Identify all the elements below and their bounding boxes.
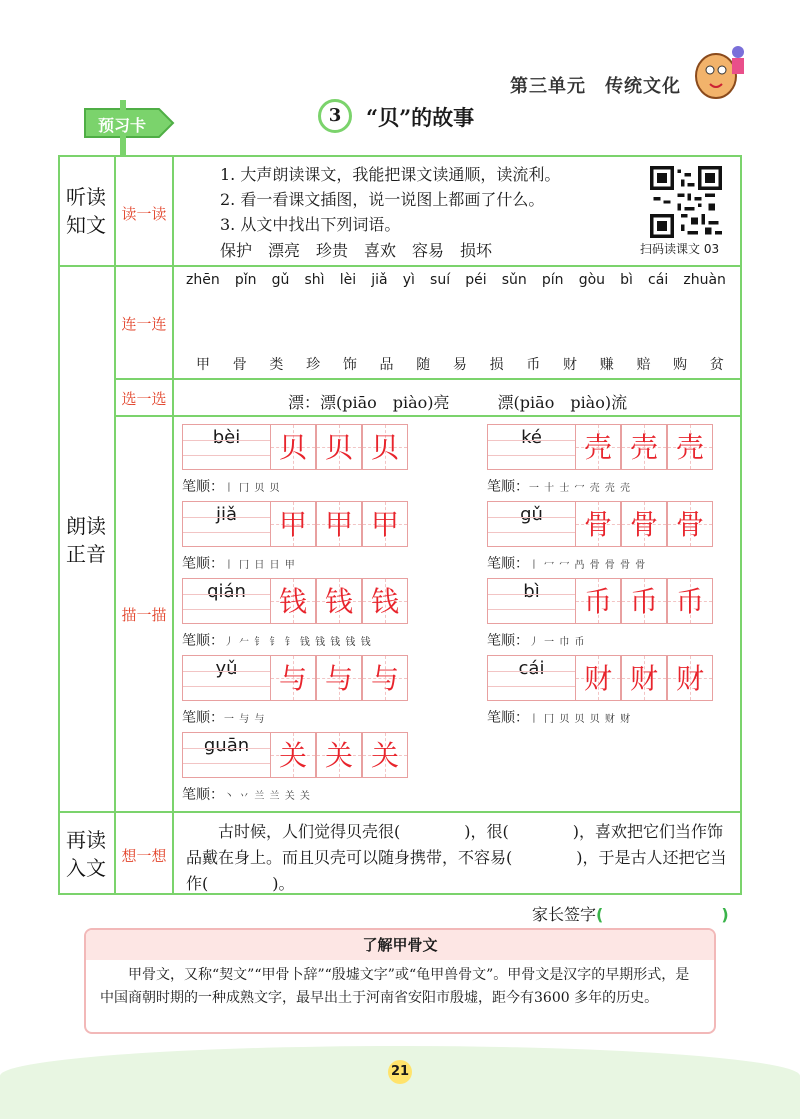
pinyin-item[interactable]: yì xyxy=(402,272,415,288)
section-label-reread: 再读入文 xyxy=(66,828,106,880)
lesson-title: “贝”的故事 xyxy=(366,105,475,130)
pinyin-item[interactable]: suí xyxy=(430,272,451,288)
pinyin-item[interactable]: bì xyxy=(620,272,633,288)
writing-box[interactable] xyxy=(487,424,713,470)
trace-char: 壳 xyxy=(675,431,704,464)
qr-code-icon[interactable] xyxy=(650,166,722,238)
stroke-order xyxy=(487,476,631,496)
fill-blank-paragraph[interactable]: 古时候，人们觉得贝壳很( )，很( )，喜欢把它们当作饰品戴在身上。而且贝壳可以随身携带，不容易( )，于是古人还把它当作( )。 xyxy=(186,822,727,893)
stroke-order-label: 笔顺： xyxy=(182,556,224,572)
trace-cell[interactable] xyxy=(316,501,362,547)
section-label-listen: 听读知文 xyxy=(66,185,106,237)
trace-cell[interactable] xyxy=(362,578,408,624)
info-title: 了解甲骨文 xyxy=(86,930,714,960)
stroke-order xyxy=(182,630,372,650)
trace-cell[interactable] xyxy=(575,424,621,470)
hanzi-row xyxy=(196,354,724,374)
hanzi-item[interactable]: 贫 xyxy=(709,357,724,373)
hanzi-item[interactable]: 甲 xyxy=(196,357,210,373)
stroke-order-sequence: 丨 冂 贝 贝 贝 财 财 xyxy=(529,714,632,725)
hanzi-item[interactable]: 类 xyxy=(269,357,284,373)
pinyin-item[interactable]: pǐn xyxy=(234,272,257,288)
hanzi-item[interactable]: 易 xyxy=(452,357,467,373)
sub-label-connect: 连一连 xyxy=(121,315,167,333)
trace-char: 与 xyxy=(278,662,307,695)
pinyin-item[interactable]: zhēn xyxy=(186,272,220,288)
signature-label: 家长签字 xyxy=(532,905,597,924)
trace-cell[interactable] xyxy=(270,578,316,624)
hanzi-item[interactable]: 珍 xyxy=(306,357,321,373)
stroke-order-sequence: 丶 丷 兰 兰 关 关 xyxy=(224,791,311,802)
stroke-order-label: 笔顺： xyxy=(487,479,529,495)
pinyin-cell: gǔ xyxy=(487,501,575,547)
choose-text: 漂：漂(piāo piào)亮 漂(piāo piào)流 xyxy=(288,393,628,412)
pinyin-cell: bèi xyxy=(182,424,270,470)
signature-bracket-open: ( xyxy=(596,905,604,924)
trace-cell[interactable] xyxy=(667,578,713,624)
pinyin-cell: bì xyxy=(487,578,575,624)
stroke-order-label: 笔顺： xyxy=(182,710,224,726)
trace-char: 钱 xyxy=(370,585,399,618)
trace-cell[interactable] xyxy=(316,578,362,624)
stroke-order-sequence: 丨 冖 冖 冎 骨 骨 骨 骨 xyxy=(529,560,647,571)
pinyin-item[interactable]: zhuàn xyxy=(683,272,726,288)
trace-char: 贝 xyxy=(370,431,399,464)
divider-h4 xyxy=(58,811,742,813)
trace-char: 关 xyxy=(278,739,307,772)
pinyin-item[interactable]: gòu xyxy=(578,272,606,288)
page-number: 21 xyxy=(388,1060,412,1084)
section-label-speak: 朗读正音 xyxy=(66,514,106,566)
qr-label: 扫码读课文 03 xyxy=(640,242,720,256)
trace-cell[interactable] xyxy=(667,655,713,701)
info-box xyxy=(84,928,716,1034)
trace-cell[interactable] xyxy=(362,424,408,470)
stroke-order-sequence: 丿 一 巾 币 xyxy=(529,637,586,648)
pinyin-cell: cái xyxy=(487,655,575,701)
trace-char: 壳 xyxy=(629,431,658,464)
trace-cell[interactable] xyxy=(667,501,713,547)
hanzi-item[interactable]: 币 xyxy=(526,357,541,373)
hanzi-item[interactable]: 赔 xyxy=(636,357,651,373)
trace-char: 币 xyxy=(629,585,658,618)
writing-box[interactable] xyxy=(182,424,408,470)
stroke-order xyxy=(487,630,586,650)
trace-char: 贝 xyxy=(324,431,353,464)
stroke-order-label: 笔顺： xyxy=(487,633,529,649)
hanzi-item[interactable]: 财 xyxy=(563,357,578,373)
trace-cell[interactable] xyxy=(270,424,316,470)
trace-char: 币 xyxy=(583,585,612,618)
instruction-3: 3. 从文中找出下列词语。 xyxy=(220,215,401,234)
trace-char: 财 xyxy=(583,662,612,695)
pinyin-cell: qián xyxy=(182,578,270,624)
trace-char: 甲 xyxy=(370,508,399,541)
trace-char: 贝 xyxy=(278,431,307,464)
parent-signature[interactable] xyxy=(532,902,729,925)
trace-cell[interactable] xyxy=(621,424,667,470)
stroke-order-sequence: 丿 𠂉 钅 钅 钅 钱 钱 钱 钱 钱 xyxy=(224,637,372,648)
hanzi-item[interactable]: 品 xyxy=(379,357,394,373)
trace-char: 关 xyxy=(370,739,399,772)
sub-label-read: 读一读 xyxy=(121,205,167,223)
mascot-icon xyxy=(688,40,748,106)
trace-cell[interactable] xyxy=(621,501,667,547)
pinyin-item[interactable]: jiǎ xyxy=(371,272,388,288)
stroke-order xyxy=(487,707,631,727)
divider-h1 xyxy=(58,265,742,267)
instruction-2: 2. 看一看课文插图，说一说图上都画了什么。 xyxy=(220,190,545,209)
hanzi-item[interactable]: 损 xyxy=(489,357,504,373)
trace-cell[interactable] xyxy=(667,424,713,470)
pinyin-cell: guān xyxy=(182,732,270,778)
hanzi-item[interactable]: 随 xyxy=(416,357,431,373)
preview-tag-label: 预习卡 xyxy=(97,116,146,135)
stroke-order xyxy=(182,707,265,727)
signature-bracket-close: ) xyxy=(721,905,729,924)
instruction-1: 1. 大声朗读课文，我能把课文读通顺，读流利。 xyxy=(220,165,561,184)
trace-char: 币 xyxy=(675,585,704,618)
trace-cell[interactable] xyxy=(575,655,621,701)
trace-cell[interactable] xyxy=(270,732,316,778)
trace-cell[interactable] xyxy=(575,578,621,624)
trace-cell[interactable] xyxy=(575,501,621,547)
trace-char: 钱 xyxy=(278,585,307,618)
stroke-order-label: 笔顺： xyxy=(487,710,529,726)
trace-char: 钱 xyxy=(324,585,353,618)
info-text: 甲骨文，又称“契文”“甲骨卜辞”“殷墟文字”或“龟甲兽骨文”。甲骨文是汉字的早期形式，是中国商朝时期的一种成熟文字，最早出土于河南省安阳市殷墟，距今有3600 多年的历史。 xyxy=(100,967,690,1006)
stroke-order-sequence: 丨 冂 贝 贝 xyxy=(224,483,281,494)
pinyin-item[interactable]: shì xyxy=(304,272,325,288)
trace-cell[interactable] xyxy=(270,501,316,547)
unit-title: 第三单元 传统文化 xyxy=(510,76,681,97)
divider-h2 xyxy=(114,378,742,380)
trace-char: 关 xyxy=(324,739,353,772)
writing-box[interactable] xyxy=(487,578,713,624)
trace-cell[interactable] xyxy=(316,424,362,470)
hanzi-item[interactable]: 购 xyxy=(673,357,688,373)
trace-cell[interactable] xyxy=(621,578,667,624)
trace-cell[interactable] xyxy=(621,655,667,701)
sub-label-think: 想一想 xyxy=(121,847,167,865)
trace-cell[interactable] xyxy=(362,655,408,701)
stroke-order-sequence: 一 十 士 冖 壳 壳 壳 xyxy=(529,483,632,494)
word-list: 保护 漂亮 珍贵 喜欢 容易 损坏 xyxy=(220,241,493,260)
trace-cell[interactable] xyxy=(316,732,362,778)
writing-box[interactable] xyxy=(487,501,713,547)
trace-char: 壳 xyxy=(583,431,612,464)
trace-char: 财 xyxy=(675,662,704,695)
stroke-order-sequence: 丨 冂 日 日 甲 xyxy=(224,560,296,571)
trace-cell[interactable] xyxy=(362,732,408,778)
writing-box[interactable] xyxy=(182,578,408,624)
pinyin-item[interactable]: pín xyxy=(541,272,564,288)
trace-char: 骨 xyxy=(675,508,704,541)
pinyin-item[interactable]: lèi xyxy=(339,272,357,288)
pinyin-cell: ké xyxy=(487,424,575,470)
trace-char: 与 xyxy=(324,662,353,695)
lesson-number: 3 xyxy=(318,99,352,133)
trace-char: 骨 xyxy=(629,508,658,541)
writing-box[interactable] xyxy=(182,732,408,778)
trace-char: 骨 xyxy=(583,508,612,541)
trace-char: 甲 xyxy=(324,508,353,541)
writing-box[interactable] xyxy=(182,655,408,701)
stroke-order-label: 笔顺： xyxy=(487,556,529,572)
pinyin-item[interactable]: sǔn xyxy=(501,272,527,288)
sub-label-trace: 描一描 xyxy=(121,606,167,624)
trace-char: 甲 xyxy=(278,508,307,541)
pinyin-row xyxy=(186,272,726,288)
divider-h3 xyxy=(114,415,742,417)
sub-label-choose: 选一选 xyxy=(121,390,167,408)
trace-char: 与 xyxy=(370,662,399,695)
stroke-order-label: 笔顺： xyxy=(182,787,224,803)
pinyin-cell: yǔ xyxy=(182,655,270,701)
stroke-order xyxy=(182,784,311,804)
writing-box[interactable] xyxy=(182,501,408,547)
hanzi-item[interactable]: 赚 xyxy=(599,357,614,373)
trace-char: 财 xyxy=(629,662,658,695)
pinyin-item[interactable]: péi xyxy=(465,272,487,288)
stroke-order-sequence: 一 与 与 xyxy=(224,714,266,725)
stroke-order xyxy=(182,553,296,573)
writing-box[interactable] xyxy=(487,655,713,701)
trace-cell[interactable] xyxy=(270,655,316,701)
hanzi-item[interactable]: 饰 xyxy=(342,357,357,373)
trace-cell[interactable] xyxy=(362,501,408,547)
trace-cell[interactable] xyxy=(316,655,362,701)
pinyin-cell: jiǎ xyxy=(182,501,270,547)
pinyin-item[interactable]: gǔ xyxy=(271,272,290,288)
hanzi-item[interactable]: 骨 xyxy=(232,357,247,373)
stroke-order xyxy=(487,553,646,573)
pinyin-item[interactable]: cái xyxy=(648,272,669,288)
stroke-order-label: 笔顺： xyxy=(182,479,224,495)
stroke-order xyxy=(182,476,281,496)
stroke-order-label: 笔顺： xyxy=(182,633,224,649)
